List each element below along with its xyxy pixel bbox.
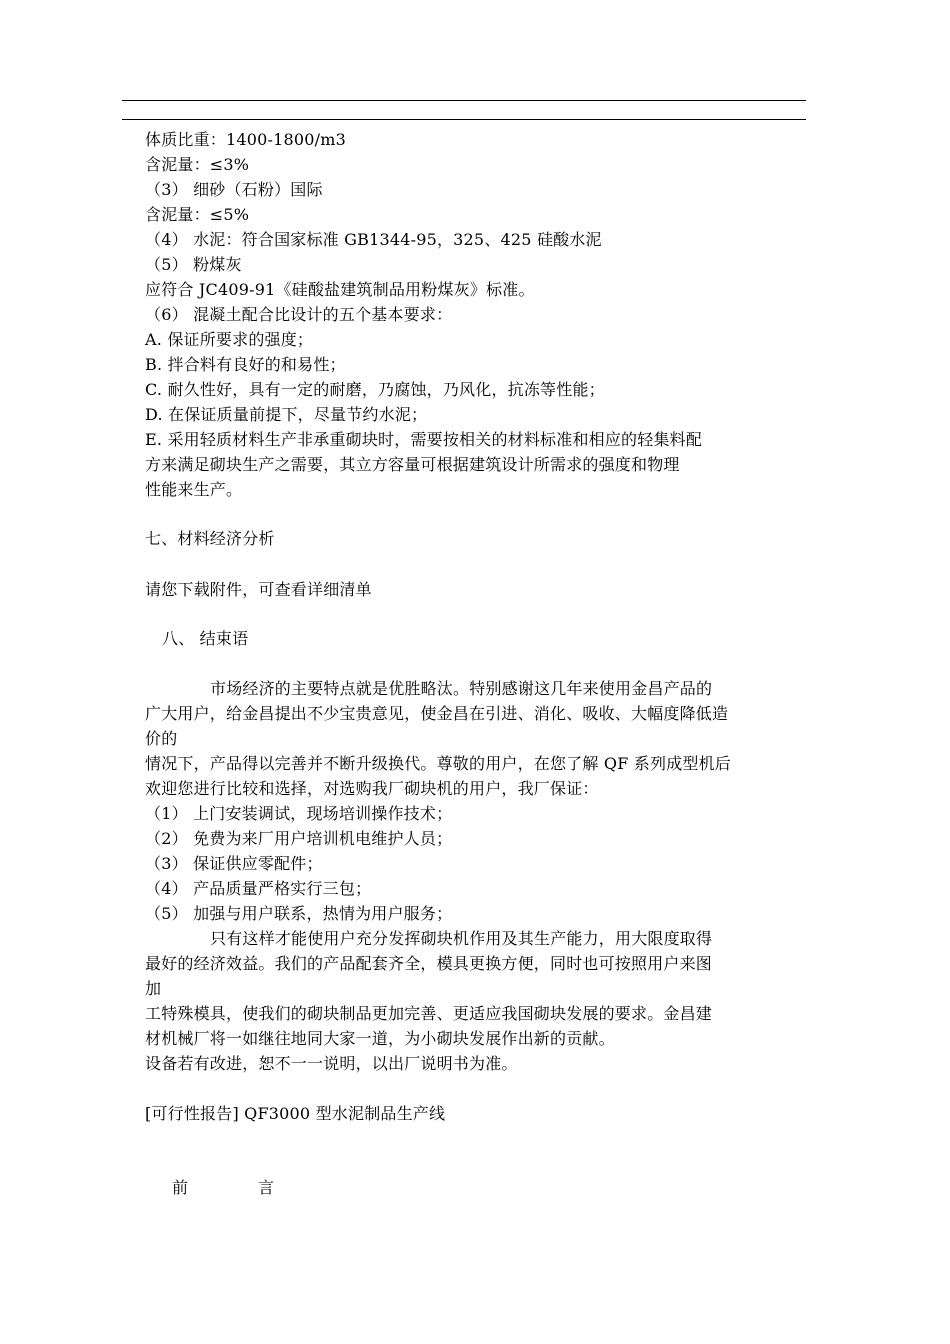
list-item: （2） 免费为来厂用户培训机电维护人员； [145, 829, 453, 848]
section-heading: 八、 结束语 [162, 629, 249, 648]
section-heading: 七、材料经济分析 [145, 529, 275, 548]
list-item: （4） 产品质量严格实行三包； [145, 879, 372, 898]
paragraph-line: 广大用户，给金昌提出不少宝贵意见，使金昌在引进、消化、吸收、大幅度降低造 [145, 704, 729, 723]
report-title: [可行性报告] QF3000 型水泥制品生产线 [145, 1104, 446, 1123]
paragraph-line: 欢迎您进行比较和选择，对选购我厂砌块机的用户，我厂保证： [145, 779, 599, 798]
paragraph-line: 价的 [145, 729, 178, 748]
list-item: （3） 保证供应零配件； [145, 854, 323, 873]
text-line: E. 采用轻质材料生产非承重砌块时，需要按相关的材料标准和相应的轻集料配 [145, 430, 703, 449]
preface-heading-char-2: 言 [258, 1178, 275, 1197]
text-line: 请您下载附件，可查看详细清单 [145, 580, 372, 599]
text-line: （3） 细砂（石粉）国际 [145, 180, 323, 199]
text-line: C. 耐久性好，具有一定的耐磨，乃腐蚀，乃风化，抗冻等性能； [145, 380, 605, 399]
text-line: D. 在保证质量前提下，尽量节约水泥； [145, 405, 428, 424]
preface-heading-char-1: 前 [172, 1178, 189, 1197]
paragraph-line: 加 [145, 979, 162, 998]
text-line: 含泥量：≤3% [145, 155, 250, 174]
paragraph-line: 情况下，产品得以完善并不断升级换代。尊敬的用户，在您了解 QF 系列成型机后 [145, 754, 731, 773]
text-line: 性能来生产。 [145, 480, 243, 499]
text-line: （5） 粉煤灰 [145, 255, 242, 274]
text-line: 含泥量：≤5% [145, 205, 250, 224]
list-item: （1） 上门安装调试，现场培训操作技术； [145, 804, 453, 823]
paragraph-line: 工特殊模具，使我们的砌块制品更加完善、更适应我国砌块发展的要求。金昌建 [145, 1004, 713, 1023]
text-line: （4） 水泥：符合国家标准 GB1344-95，325、425 硅酸水泥 [145, 230, 602, 249]
text-line: （6） 混凝土配合比设计的五个基本要求： [145, 305, 453, 324]
text-line: B. 拌合料有良好的和易性； [145, 355, 346, 374]
text-line: A. 保证所要求的强度； [145, 330, 314, 349]
paragraph-line: 最好的经济效益。我们的产品配套齐全，模具更换方便，同时也可按照用户来图 [145, 954, 713, 973]
header-rule-top [122, 100, 806, 101]
text-line: 应符合 JC409-91《硅酸盐建筑制品用粉煤灰》标准。 [145, 280, 535, 299]
header-rule-bottom [122, 119, 806, 120]
paragraph-line: 材机械厂将一如继往地同大家一道，为小砌块发展作出新的贡献。 [145, 1029, 615, 1048]
list-item: （5） 加强与用户联系，热情为用户服务； [145, 904, 453, 923]
text-line: 体质比重：1400-1800/m3 [145, 130, 346, 149]
paragraph-line: 设备若有改进，恕不一一说明，以出厂说明书为准。 [145, 1054, 518, 1073]
paragraph-line: 市场经济的主要特点就是优胜略汰。特别感谢这几年来使用金昌产品的 [210, 679, 713, 698]
paragraph-line: 只有这样才能使用户充分发挥砌块机作用及其生产能力，用大限度取得 [210, 929, 713, 948]
text-line: 方来满足砌块生产之需要，其立方容量可根据建筑设计所需求的强度和物理 [145, 455, 680, 474]
